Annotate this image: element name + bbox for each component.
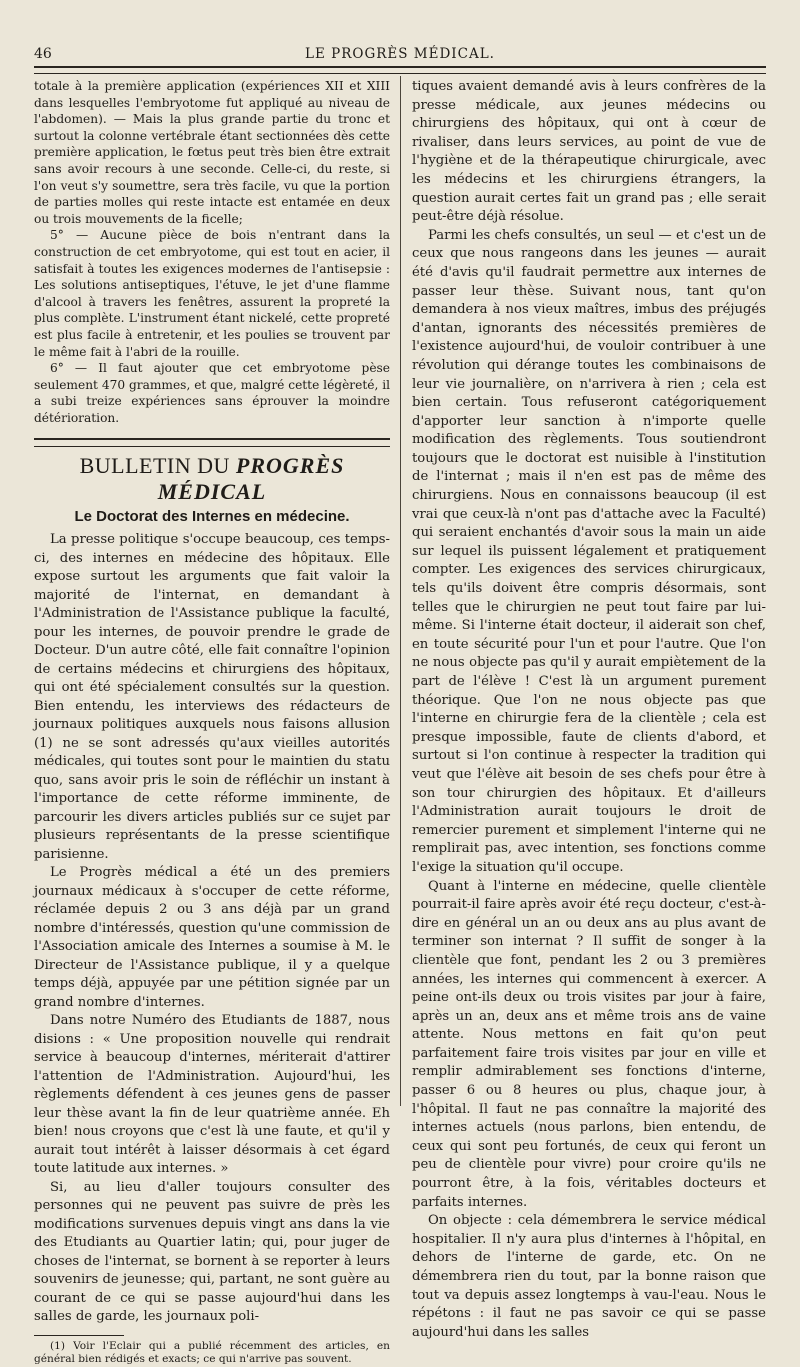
bulletin-heading-prefix: BULLETIN DU [79, 453, 236, 479]
article-paragraph: La presse politique s'occupe beaucoup, ces temps-ci, des internes en médecine des hôpitaux. Elle expose surtout les arguments que fait valoir la majorité de l'internat, en demandant à l'Administration de l'Assistance publique la faculté, pour les internes, de pouvoir prendre le grade de Docteur. D'un autre côté, elle fait connaître l'opinion de certains médecins et chirurgiens des hôpitaux, qui ont été spécialement consultés sur la question. Bien entendu, les interviews des rédacteurs de journaux politiques auxquels nous faisons allusion (1) ne se sont adressés qu'aux vieilles autorités médicales, qui toutes sont pour le maintien du statu quo, sans avoir pris le soin de réfléchir un instant à l'importance de cette réforme imminente, de parcourir les divers articles publiés sur ce sujet par plusieurs représentants de la presse scientifique parisienne. [34, 532, 390, 862]
article-paragraph: tiques avaient demandé avis à leurs confrères de la presse médicale, aux jeunes médecins ou chirurgiens des hôpitaux, qui ont à cœur de rivaliser, dans leurs services, au point de vue de l'hygiène et de la thérapeutique chirurgicale, avec les médecins et les chirurgiens étrangers, la question aurait certes fait un grand pas ; elle serait peut-être déjà résolue. [412, 79, 766, 225]
column-divider [400, 76, 401, 1106]
article-paragraph: Le Progrès médical a été un des premiers journaux médicaux à s'occuper de cette réforme, réclamée depuis 2 ou 3 ans déjà par un grand nombre d'intéressés, question qu'une commission de l'Association amicale des Internes a soumise à M. le Directeur de l'Assistance publique, il y a quelque temps déjà, appuyée par une pétition signée par un grand nombre d'internes. [34, 865, 390, 1010]
footnote: (1) Voir l'Eclair qui a publié récemment des articles, en général bien rédigés et exacts; ce qui n'arrive pas souvent. [34, 1339, 390, 1366]
article-paragraph: Quant à l'interne en médecine, quelle clientèle pourrait-il faire après avoir été reçu docteur, c'est-à-dire en général un an ou deux ans au plus avant de terminer son internat ? Il suffit de songer à la clientèle que font, pendant les 2 ou 3 premières années, les internes qui commencent à exercer. A peine ont-ils deux ou trois visites par jour à faire, après un an, deux ans et même trois ans de vaine attente. Nous mettons en fait qu'on peut parfaitement faire trois visites par jour en ville et remplir admirablement ses fonctions d'interne, passer 6 ou 8 heures ou plus, chaque jour, à l'hôpital. Il faut ne pas connaître la majorité des internes actuels (nous parlons, bien entendu, de ceux qui sont peu fortunés, de ceux qui feront un peu de clientèle pour vivre) pour croire qu'ils ne pourront être, à la fois, véritables docteurs et parfaits internes. [412, 878, 766, 1210]
article-title: Le Doctorat des Internes en médecine. [74, 508, 350, 526]
paragraph-embryotome-1: totale à la première application (expériences XII et XIII dans lesquelles l'embryotome fut appliqué au niveau de l'abdomen). — Mais la plus grande partie du tronc et surtout la colonne vertébrale étant sectionnées dès cette première application, le fœtus peut très bien être extrait sans avoir recours à une seconde. Celle-ci, du reste, si l'on veut s'y soumettre, sera très facile, vu que la portion de parties molles qui reste intacte est entamée en deux ou trois mouvements de la ficelle; [34, 79, 390, 226]
running-title: LE PROGRÈS MÉDICAL. [305, 46, 495, 62]
paragraph-embryotome-6: 6° — Il faut ajouter que cet embryotome pèse seulement 470 grammes, et que, malgré cette légèreté, il a subi treize expériences sans éprouver la moindre détérioration. [34, 361, 390, 425]
article-paragraph: On objecte : cela démembrera le service médical hospitalier. Il n'y aura plus d'internes à l'hôpital, en dehors de l'interne de garde, etc. On ne démembrera rien du tout, par la bonne raison que tout va depuis assez longtemps à vau-l'eau. Nous le répétons : il faut ne pas savoir ce qui se passe aujourd'hui dans les salles [412, 1213, 766, 1340]
section-separator [34, 438, 390, 447]
footnote-rule [34, 1335, 124, 1336]
bulletin-heading-journal: PROGRÈS MÉDICAL [157, 453, 345, 505]
left-column [34, 78, 390, 1367]
page-number: 46 [34, 46, 52, 62]
article-paragraph: Dans notre Numéro des Etudiants de 1887, nous disions : « Une proposition nouvelle qui rendrait service à beaucoup d'internes, mériterait d'attirer l'attention de l'Administration. Aujourd'hui, les règlements défendent à ces jeunes gens de passer leur thèse avant la fin de leur quatrième année. Eh bien! nous croyons que c'est là une faute, et qu'il y aurait tout intérêt à laisser désormais à cet égard toute latitude aux internes. » [34, 1013, 390, 1177]
header-double-rule [34, 66, 766, 74]
bulletin-heading [34, 453, 390, 505]
right-column [412, 78, 766, 1342]
paragraph-embryotome-5: 5° — Aucune pièce de bois n'entrant dans la construction de cet embryotome, qui est tout en acier, il satisfait à toutes les exigences modernes de l'antisepsie : Les solutions antiseptiques, l'étuve, le jet d'une flamme d'alcool à travers les fenêtres, assurent la propreté la plus complète. L'instrument étant nickelé, cette propreté est plus facile à entretenir, et les poulies se trouvent par le même fait à l'abri de la rouille. [34, 228, 390, 359]
article-paragraph: Si, au lieu d'aller toujours consulter des personnes qui ne peuvent pas suivre de près les modifications survenues depuis vingt ans dans la vie des Etudiants au Quartier latin; qui, pour juger de choses de l'internat, se bornent à se reporter à leurs souvenirs de jeunesse; qui, partant, ne sont guère au courant de ce qui se passe aujourd'hui dans les salles de garde, les journaux poli- [34, 1179, 390, 1325]
article-paragraph: Parmi les chefs consultés, un seul — et c'est un de ceux que nous rangeons dans les jeunes — aurait été d'avis qu'il faudrait permettre aux internes de passer leur thèse. Suivant nous, tant qu'on demandera à nos vieux maîtres, imbus des préjugés d'antan, ignorants des nécessités premières de l'existence aujourd'hui, de vouloir contribuer à une révolution qui dérange toutes les combinaisons de leur vie journalière, on n'arrivera à rien ; cela est bien certain. Tous refuseront catégoriquement d'apporter leur sanction à n'importe quelle modification des règlements. Tous soutiendront toujours que le doctorat est nuisible à l'institution de l'internat ; mais il n'en est pas de même des chirurgiens. Nous en connaissons beaucoup (il est vrai que ceux-là n'ont pas d'attache avec la Faculté) qui seraient enchantés d'avoir sous la main un aide sur lequel ils puissent légalement et pratiquement compter. Les exigences des services chirurgicaux, tels qu'ils doivent être compris désormais, sont telles que le chirurgien ne peut tout faire par lui-même. Si l'interne était docteur, il aiderait son chef, en toute sécurité pour l'un et pour l'autre. Que l'on ne nous objecte pas qu'il y aurait empiètement de la part de l'élève ! C'est là un argument purement théorique. Que l'on ne nous objecte pas que l'interne en chirurgie fera de la clientèle ; cela est presque impossible, faute de clients d'abord, et surtout si l'on continue à respecter la tradition qui veut que l'élève ait besoin de ses chefs pour être à son tour chirurgien des hôpitaux. Et d'ailleurs l'Administration aurait toujours le droit de remercier purement et simplement l'interne qui ne remplirait pas, avec intention, ses fonctions comme l'exige la situation qu'il occupe. [412, 227, 766, 875]
page-header [34, 46, 766, 66]
